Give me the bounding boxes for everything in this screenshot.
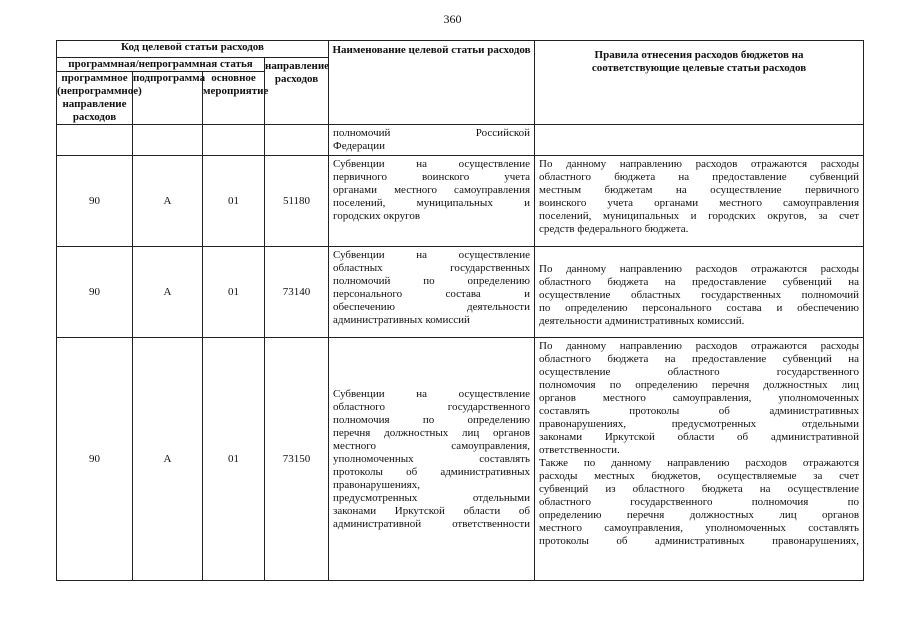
name-line: Субвенции на осуществление (333, 387, 531, 400)
rule-line: местного самоуправления, уполномоченных составлять (539, 522, 860, 534)
name-line: административных комиссий (333, 314, 470, 326)
rule-line: правонарушениях, предусмотренных отдельными (539, 418, 860, 430)
name-line: перечня должностных лиц органов (333, 426, 531, 439)
rule-cell (535, 247, 864, 338)
header-row-1 (57, 41, 864, 58)
name-line: административной ответственности (333, 517, 531, 530)
name-line: областных государственных (333, 262, 531, 274)
program-cell: 90 (57, 156, 133, 247)
name-line: уполномоченных составлять (333, 452, 531, 465)
empty-cell (265, 125, 329, 156)
rule-line: областного бюджета на предоставление субвенций на (539, 353, 860, 365)
rule-line: Также по данному направлению расходов отражаются (539, 457, 860, 469)
rule-line: ответственности. (539, 444, 620, 456)
event-cell: 01 (203, 156, 265, 247)
name-line: предусмотренных отдельными (333, 491, 531, 504)
rule-line: составлять протоколы об административных (539, 405, 860, 417)
program-cell: 90 (57, 247, 133, 338)
empty-cell (133, 125, 203, 156)
table-row (57, 338, 864, 581)
continuation-row (57, 125, 864, 156)
direction-cell: 73150 (265, 338, 329, 581)
continuation-name-cell (329, 125, 535, 156)
name-line: протоколы об административных (333, 465, 531, 478)
empty-cell (57, 125, 133, 156)
rule-line: законами Иркутской области об административной (539, 431, 860, 443)
rule-line: осуществление областных государственных полномочий (539, 289, 860, 301)
subprogram-cell: А (133, 156, 203, 247)
rule-cell (535, 156, 864, 247)
subprogram-cell: А (133, 247, 203, 338)
name-line: местного самоуправления, (333, 439, 531, 452)
direction-header: направление расходов (265, 58, 329, 125)
name-column-header: Наименование целевой статьи расходов (329, 41, 535, 125)
code-group-header: Код целевой статьи расходов (57, 41, 329, 58)
event-cell: 01 (203, 247, 265, 338)
name-line: поселений, муниципальных и (333, 197, 531, 209)
rule-line: средств федерального бюджета. (539, 223, 689, 235)
direction-cell: 73140 (265, 247, 329, 338)
rule-line: областного бюджета на предоставление субвенций (539, 171, 860, 183)
name-line: обеспечению деятельности (333, 301, 531, 313)
rule-line: осуществление областного государственного (539, 366, 860, 378)
program-group-header: программная/непрограммная статья (57, 58, 265, 72)
rule-line: расходы местных бюджетов, осуществляемые за счет (539, 470, 860, 482)
rule-line: определению перечня должностных лиц органов (539, 509, 860, 521)
subprogram-cell: А (133, 338, 203, 581)
main-event-header: основное мероприятие (203, 72, 265, 125)
rule-line: По данному направлению расходов отражаются расходы (539, 340, 860, 352)
rule-line: поселений, муниципальных и городских округов, за счет (539, 210, 860, 222)
name-line: правонарушениях, (333, 478, 420, 491)
page-number: 360 (443, 12, 462, 26)
table-row (57, 156, 864, 247)
rule-line: деятельности административных комиссий. (539, 315, 745, 327)
target-articles-table (56, 40, 864, 581)
program-cell: 90 (57, 338, 133, 581)
rule-line: органов местного самоуправления, уполномоченных (539, 392, 860, 404)
rule-line: местным бюджетам на осуществление первичного (539, 184, 860, 196)
name-line: органами местного самоуправления (333, 184, 531, 196)
program-header: программное (непрограммное) направление расходов (57, 72, 142, 123)
event-cell: 01 (203, 338, 265, 581)
rule-cell (535, 338, 864, 581)
rule-line: субвенций из областного бюджета на осуществление (539, 483, 860, 495)
subprogram-header: подпрограмма (133, 72, 203, 125)
name-cell (329, 156, 535, 247)
rule-line: полномочия по определению перечня должностных лиц (539, 379, 860, 391)
name-line: Субвенции на осуществление (333, 249, 531, 261)
rule-line: по определению персонального состава и обеспечению (539, 302, 860, 314)
name-cell (329, 247, 535, 338)
name-line: полномочия по определению (333, 413, 531, 426)
empty-cell (203, 125, 265, 156)
name-line: областного государственного (333, 400, 531, 413)
rule-line: По данному направлению расходов отражаются расходы (539, 158, 860, 170)
direction-cell: 51180 (265, 156, 329, 247)
rule-line: областного государственного полномочия по (539, 496, 860, 508)
rule-line: протоколы об административных правонарушениях, (539, 535, 860, 547)
table-row (57, 247, 864, 338)
rule-line: областного бюджета на предоставление субвенций на (539, 276, 860, 288)
name-line: персонального состава и (333, 288, 531, 300)
name-line: законами Иркутской области об (333, 504, 531, 517)
name-line: городских округов (333, 210, 421, 222)
name-line: Субвенции на осуществление (333, 158, 531, 170)
name-line: полномочий Российской (333, 127, 531, 139)
name-cell (329, 338, 535, 581)
rule-line: воинского учета органами местного самоуправления (539, 197, 860, 209)
name-line: полномочий по определению (333, 275, 531, 287)
rules-column-header: Правила отнесения расходов бюджетов на соответствующие целевые статьи расходов (535, 41, 864, 125)
name-line: Федерации (333, 140, 385, 152)
name-line: первичного воинского учета (333, 171, 531, 183)
empty-cell (535, 125, 864, 156)
rule-line: По данному направлению расходов отражаются расходы (539, 263, 860, 275)
